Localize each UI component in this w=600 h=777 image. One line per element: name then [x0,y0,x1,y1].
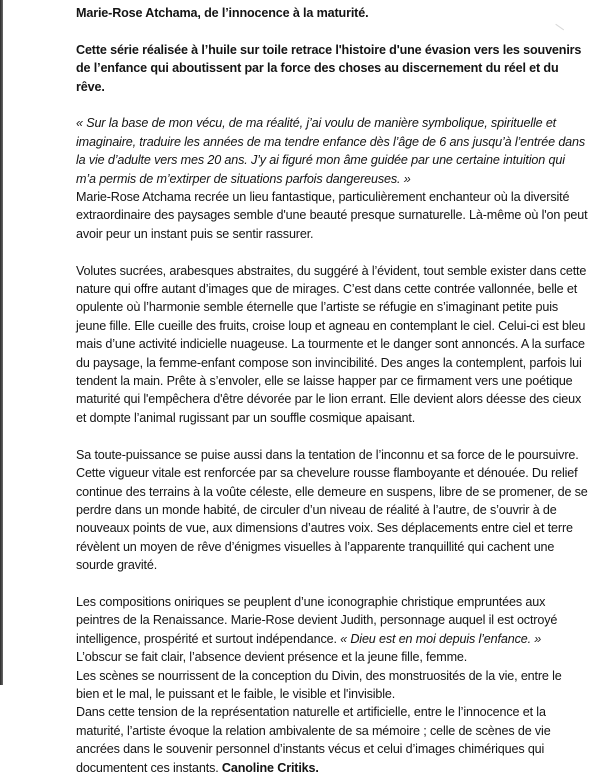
paragraph-2: Volutes sucrées, arabesques abstraites, du suggéré à l’évident, tout semble exister dans cette nature qui offre autant d’images que de mirages. C’est dans cette contrée vallonnée, belle et opulente où l’harmonie semble éternelle que l’artiste se réfugie en s’imaginant petite puis jeune fille. Elle cueille des fruits, croise loup et agneau en contemplant le ciel. Celui-ci est bleu mais d’une activité indicielle nuageuse. La tourmente et le danger sont annoncés. A la surface du paysage, la femme-enfant compose son invincibilité. Des anges la contemplent, parfois lui tendent la main. Prête à s’envoler, elle se laisse happer par ce firmament vers une poétique maturité qui l'empêchera d'être dévorée par le lion errant. Elle devient alors déesse des cieux et dompte l’animal rugissant par un souffle cosmique apaisant. [76,263,587,425]
spacer [76,243,588,261]
paragraph-4 [76,593,588,648]
document-title: Marie-Rose Atchama, de l’innocence à la maturité. [76,6,369,20]
paragraph-5: Les scènes se nourrissent de la conception du Divin, des monstruosités de la vie, entre le bien et le mal, le puissant et le faible, le visible et l'invisible. [76,668,562,701]
author-signature: Canoline Critiks. [221,760,319,775]
spacer [76,22,588,40]
paragraph-3: Sa toute-puissance se puise aussi dans la tentation de l’inconnu et sa force de le poursuivre. Cette vigueur vitale est renforcée par sa chevelure rousse flamboyante et dénouée. Du relief continue des terrains à la voûte céleste, elle demeure en suspens, libre de se promener, de se perdre dans un monde habité, de circuler d’un niveau de réalité à l’autre, de s’ouvrir à de nouveaux points de vue, aux dimensions d’autres voix. Ses déplacements entre ciel et terre révèlent un moyen de rêve d’énigmes visuelles à l’apparente tranquillité qui cachent une sourde gravité. [76,447,588,573]
document-page [76,4,588,777]
paragraph-1: Marie-Rose Atchama recrée un lieu fantastique, particulièrement enchanteur où la diversité extraordinaire des paysages semble d'une beauté presque surnaturelle. Là-même où l'on peut avoir peur un instant puis se sentir rassurer. [76,190,588,241]
paragraph-6-text: Dans cette tension de la représentation naturelle et artificielle, entre le l’innocence et la maturité, l’artiste évoque la relation ambivalente de sa mémoire ; celle de scènes de vie ancrées dans le souvenir personnel d’instants vécus et celui d’images chimériques qui documentent ces instants. [76,705,551,775]
scan-left-edge [0,0,3,685]
spacer [76,575,588,593]
spacer [76,427,588,445]
paragraph-6 [76,703,588,777]
spacer [76,96,588,114]
paragraph-4-continued: L’obscur se fait clair, l’absence devient présence et la jeune fille, femme. [76,650,468,665]
artist-quote: « Sur la base de mon vécu, de ma réalité, j’ai voulu de manière symbolique, spirituelle et imaginaire, traduire les années de ma tendre enfance dès l’âge de 6 ans jusqu’à l’entrée dans la vie d’adulte vers mes 20 ans. J’y ai figuré mon âme guidée par une certaine intuition qui m’a permis de m’extirper de situations parfois dangereuses. » [76,116,586,186]
paragraph-4-text: Les compositions oniriques se peuplent d’une iconographie christique empruntées aux peintres de la Renaissance. Marie-Rose devient Judith, personnage auquel il est octroyé intelligence, prospérité et surtout indépendance. [76,594,558,646]
intro-paragraph: Cette série réalisée à l’huile sur toile retrace l'histoire d'une évasion vers les souvenirs de l’enfance qui aboutissent par la force des choses au discernement du réel et du rêve. [76,42,582,94]
judith-quote: « Dieu est en moi depuis l’enfance. » [340,631,542,646]
